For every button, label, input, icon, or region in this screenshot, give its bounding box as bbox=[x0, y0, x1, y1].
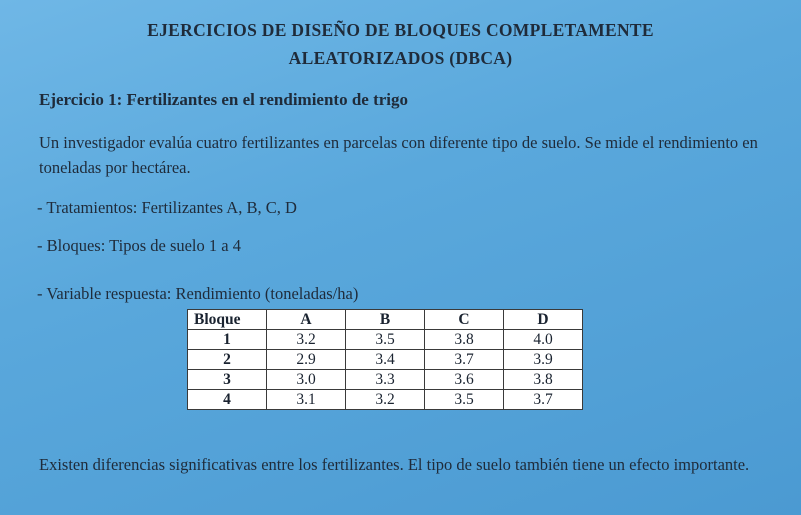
document-title-line-2: ALEATORIZADOS (DBCA) bbox=[288, 48, 513, 68]
bullet-response-variable: - Variable respuesta: Rendimiento (toneladas/ha) bbox=[37, 284, 359, 303]
cell-value: 2.9 bbox=[267, 350, 346, 370]
exercise-heading: Ejercicio 1: Fertilizantes en el rendimiento de trigo bbox=[39, 90, 409, 109]
cell-value: 3.5 bbox=[346, 330, 425, 350]
cell-value: 3.8 bbox=[425, 330, 504, 350]
header-d: D bbox=[504, 310, 583, 330]
cell-block: 1 bbox=[188, 330, 267, 350]
header-a: A bbox=[267, 310, 346, 330]
header-b: B bbox=[346, 310, 425, 330]
exercise-conclusion: Existen diferencias significativas entre los fertilizantes. El tipo de suelo también tiene un efecto importante. bbox=[39, 455, 750, 474]
exercise-intro: Un investigador evalúa cuatro fertilizantes en parcelas con diferente tipo de suelo. Se mide el rendimiento en toneladas por hectárea. bbox=[39, 133, 758, 177]
header-c: C bbox=[425, 310, 504, 330]
header-bloque: Bloque bbox=[188, 310, 267, 330]
table-row bbox=[188, 370, 583, 390]
cell-value: 3.9 bbox=[504, 350, 583, 370]
cell-value: 3.2 bbox=[346, 390, 425, 410]
table-row bbox=[188, 330, 583, 350]
yield-table bbox=[187, 309, 583, 410]
table-row bbox=[188, 390, 583, 410]
cell-value: 3.5 bbox=[425, 390, 504, 410]
cell-value: 3.3 bbox=[346, 370, 425, 390]
cell-value: 3.7 bbox=[425, 350, 504, 370]
bullet-treatments: - Tratamientos: Fertilizantes A, B, C, D bbox=[37, 198, 297, 217]
cell-value: 3.8 bbox=[504, 370, 583, 390]
table-row bbox=[188, 350, 583, 370]
cell-value: 3.7 bbox=[504, 390, 583, 410]
cell-value: 3.4 bbox=[346, 350, 425, 370]
cell-block: 3 bbox=[188, 370, 267, 390]
bullet-blocks: - Bloques: Tipos de suelo 1 a 4 bbox=[37, 236, 241, 255]
cell-block: 2 bbox=[188, 350, 267, 370]
cell-value: 4.0 bbox=[504, 330, 583, 350]
document-title-line-1: EJERCICIOS DE DISEÑO DE BLOQUES COMPLETAMENTE bbox=[147, 20, 654, 40]
cell-value: 3.1 bbox=[267, 390, 346, 410]
cell-value: 3.6 bbox=[425, 370, 504, 390]
cell-block: 4 bbox=[188, 390, 267, 410]
cell-value: 3.0 bbox=[267, 370, 346, 390]
cell-value: 3.2 bbox=[267, 330, 346, 350]
table-header-row bbox=[188, 310, 583, 330]
